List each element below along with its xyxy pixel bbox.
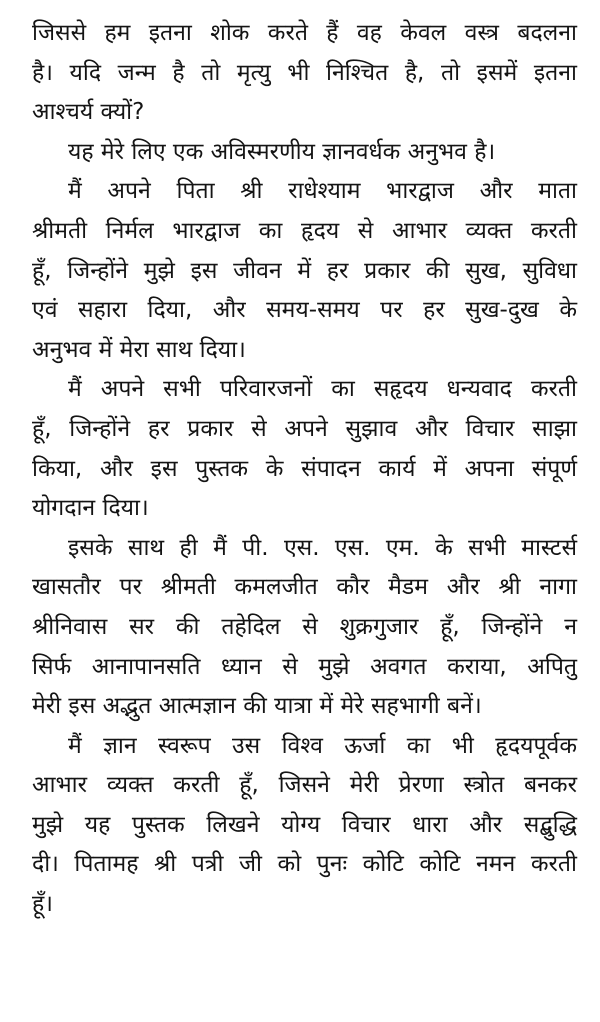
text-line: अनुभव में मेरा साथ दिया। [32, 336, 246, 363]
text-line: है। यदि जन्म है तो मृत्यु भी निश्चित है, तो इसमें इतना [32, 59, 577, 86]
paragraph [32, 370, 577, 528]
text-line: एवं सहारा दिया, और समय-समय पर हर सुख-दुख के [32, 297, 577, 324]
text-line: हूँ, जिन्होंने मुझे इस जीवन में हर प्रकार की सुख, सुविधा [32, 257, 577, 284]
document-page [32, 14, 577, 925]
text-line: जिससे हम इतना शोक करते हैं वह केवल वस्त्र बदलना [32, 20, 577, 46]
paragraph [32, 14, 577, 133]
text-line: मुझे यह पुस्तक लिखने योग्य विचार धारा और सद्बुद्धि [32, 811, 577, 838]
text-line: आभार व्यक्त करती हूँ, जिसने मेरी प्रेरणा स्त्रोत बनकर [32, 772, 577, 799]
paragraph [32, 529, 577, 727]
text-line: हूँ। [32, 891, 53, 918]
text-line: दी। पितामह श्री पत्री जी को पुनः कोटि कोटि नमन करती [32, 851, 577, 878]
paragraph [32, 727, 577, 925]
text-line: खासतौर पर श्रीमती कमलजीत कौर मैडम और श्री नागा [32, 574, 577, 601]
paragraph [32, 172, 577, 370]
paragraph [32, 133, 577, 173]
text-line: इसके साथ ही मैं पी. एस. एस. एम. के सभी मास्टर्स [68, 534, 577, 561]
text-line: मेरी इस अद्भुत आत्मज्ञान की यात्रा में मेरे सहभागी बनें। [32, 693, 482, 720]
text-line: मैं अपने सभी परिवारजनों का सहृदय धन्यवाद करती [68, 376, 577, 403]
text-line: योगदान दिया। [32, 495, 149, 522]
text-line: श्रीमती निर्मल भारद्वाज का हृदय से आभार व्यक्त करती [32, 217, 577, 244]
text-line: किया, और इस पुस्तक के संपादन कार्य में अपना संपूर्ण [32, 455, 577, 482]
text-line: मैं ज्ञान स्वरूप उस विश्व ऊर्जा का भी हृदयपूर्वक [68, 732, 577, 759]
text-line: यह मेरे लिए एक अविस्मरणीय ज्ञानवर्धक अनुभव है। [68, 138, 496, 165]
text-line: सिर्फ आनापानसति ध्यान से मुझे अवगत कराया, अपितु [32, 653, 577, 680]
text-line: हूँ, जिन्होंने हर प्रकार से अपने सुझाव और विचार साझा [32, 415, 577, 442]
text-line: आश्चर्य क्यों? [32, 99, 145, 126]
text-line: श्रीनिवास सर की तहेदिल से शुक्रगुजार हूँ, जिन्होंने न [32, 613, 577, 640]
text-line: मैं अपने पिता श्री राधेश्याम भारद्वाज और माता [68, 178, 577, 205]
